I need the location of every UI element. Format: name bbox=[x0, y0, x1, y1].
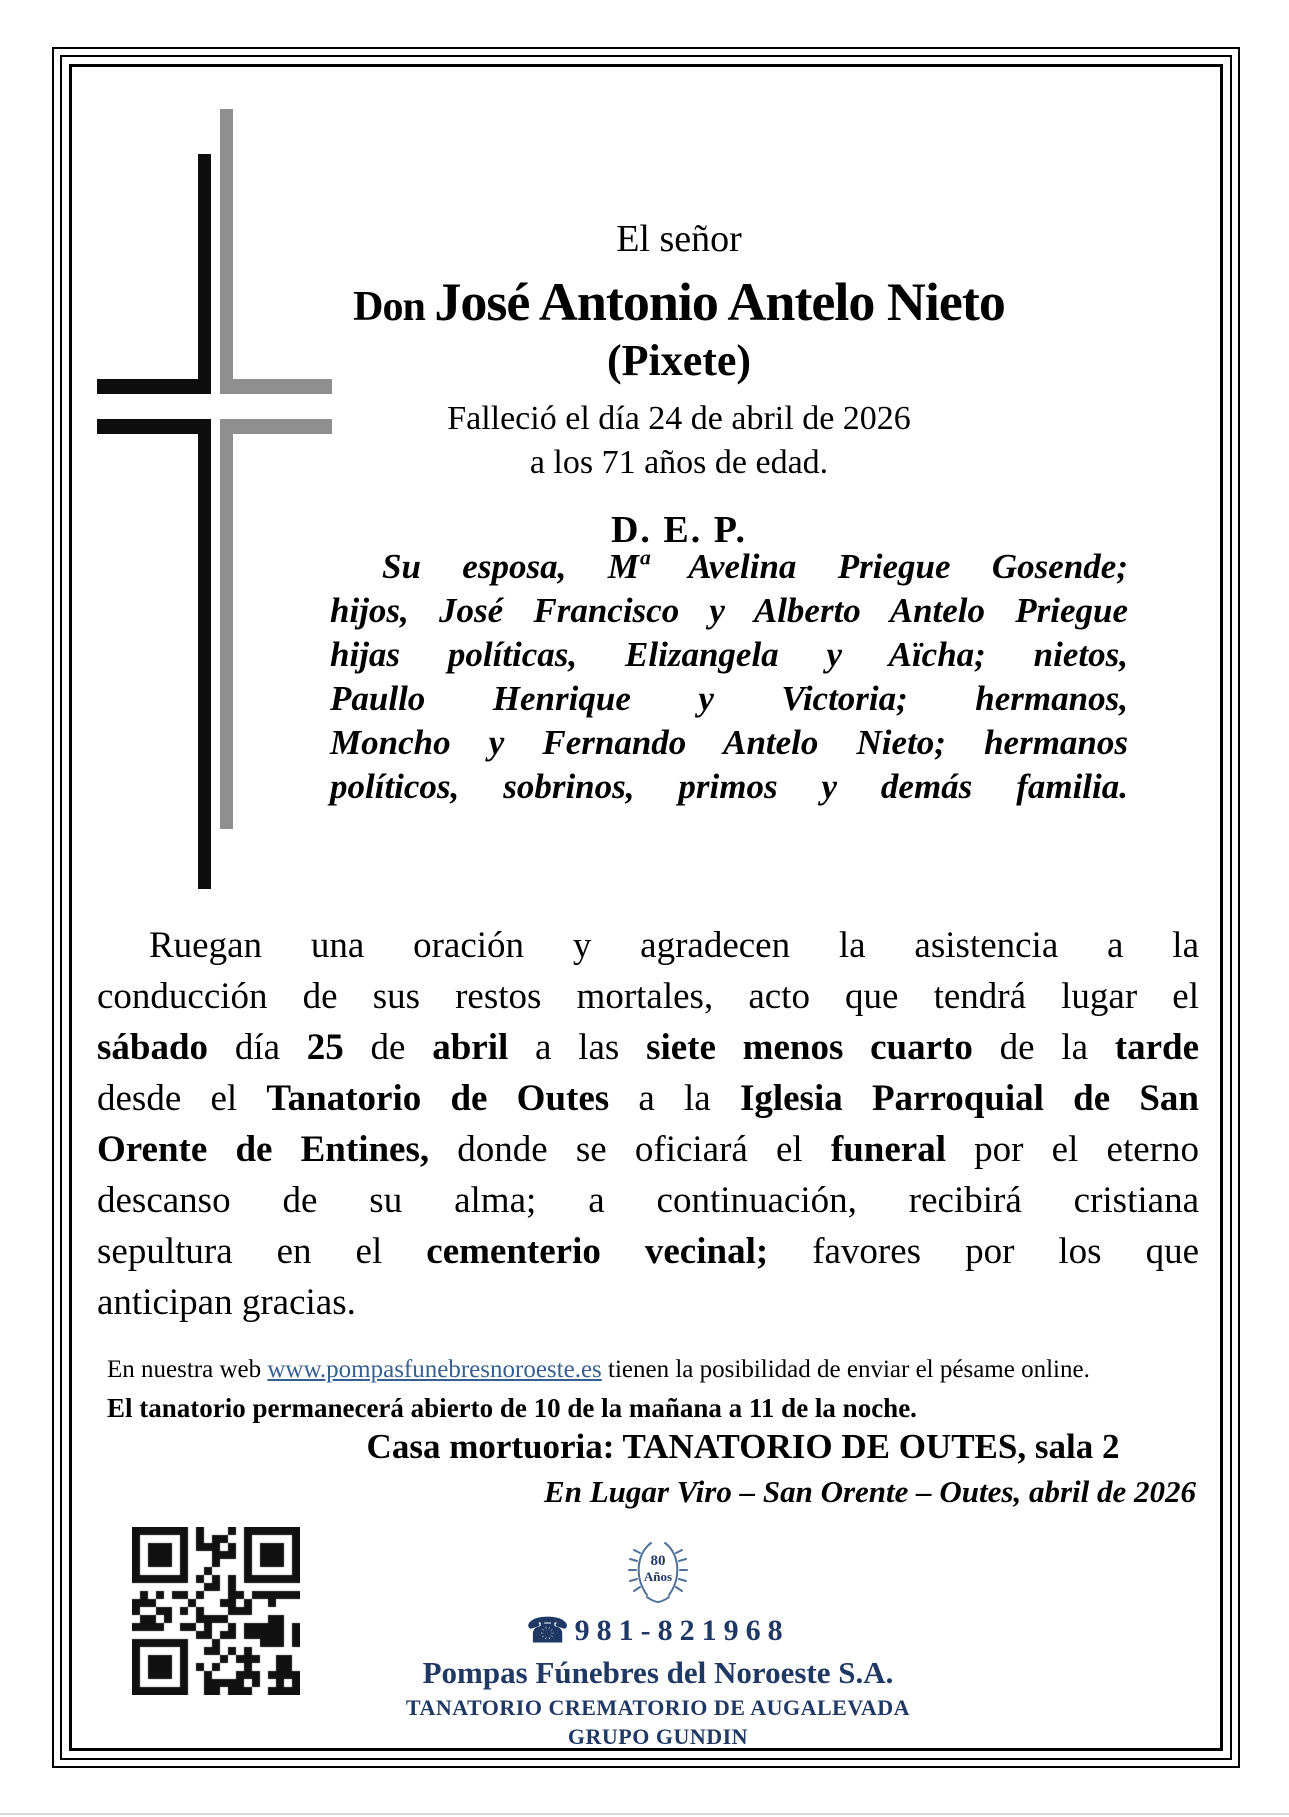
anniversary-laurel-icon bbox=[627, 1539, 689, 1605]
telephone-icon: ☎ bbox=[526, 1613, 569, 1650]
funeral-home-block bbox=[72, 1539, 1244, 1750]
dep-abbreviation: D. E. P. bbox=[610, 509, 747, 551]
opening-hours-line: El tanatorio permanecerá abierto de 10 de la mañana a 11 de la noche. bbox=[107, 1393, 917, 1423]
salutation: El señor bbox=[616, 218, 742, 260]
header-block bbox=[72, 217, 1224, 552]
anniversary-label: Años bbox=[643, 1569, 673, 1584]
outer-frame bbox=[52, 47, 1240, 1768]
deceased-name: José Antonio Antelo Nieto bbox=[434, 272, 1005, 332]
web-line-suffix: tienen la posibilidad de enviar el pésame online. bbox=[601, 1356, 1090, 1383]
title-prefix: Don bbox=[353, 284, 435, 330]
page-bottom-edge bbox=[0, 1813, 1289, 1815]
middle-frame bbox=[60, 55, 1232, 1760]
facility-name: TANATORIO CREMATORIO DE AUGALEVADA bbox=[405, 1695, 911, 1720]
web-line-prefix: En nuestra web bbox=[107, 1356, 268, 1383]
announcement-paragraph: Ruegan una oración y agradecen la asistencia a la conducción de sus restos mortales, acto que tendrá lugar el sábado día 25 de abril a las siete menos cuarto de la tarde desde el Tanatorio de Outes a la Iglesia Parroquial de San Orente de Entines, donde se oficiará el funeral por el eterno descanso de su alma; a continuación, recibirá cristiana sepultura en el cementerio vecinal; favores por los que anticipan gracias. bbox=[97, 925, 1200, 1323]
deceased-name-line bbox=[134, 271, 1224, 333]
web-condolence-line bbox=[107, 1356, 1207, 1384]
mortuary-line: Casa mortuoria: TANATORIO DE OUTES, sala 2 bbox=[366, 1427, 1120, 1466]
company-name: Pompas Fúnebres del Noroeste S.A. bbox=[422, 1655, 894, 1690]
group-name: GRUPO GUNDIN bbox=[567, 1724, 749, 1749]
anniversary-number: 80 bbox=[650, 1553, 666, 1569]
phone-line bbox=[72, 1611, 1244, 1651]
death-date-line: Falleció el día 24 de abril de 2026 bbox=[447, 400, 911, 437]
phone-number: 981-821968 bbox=[574, 1614, 790, 1647]
family-paragraph: Su esposa, Mª Avelina Priegue Gosende; hijos, José Francisco y Alberto Antelo Priegue hijas políticas, Elizangela y Aïcha; nietos, Paullo Henrique y Victoria; hermanos, Moncho y Fernando Antelo Nieto; hermanos políticos, sobrinos, primos y demás familia. bbox=[330, 547, 1128, 806]
age-line: a los 71 años de edad. bbox=[529, 444, 829, 481]
inner-frame bbox=[69, 64, 1223, 1751]
place-date-line: En Lugar Viro – San Orente – Outes, abril de 2026 bbox=[544, 1474, 1196, 1509]
condolence-link[interactable]: www.pompasfunebresnoroeste.es bbox=[267, 1356, 602, 1383]
nickname: (Pixete) bbox=[606, 336, 752, 385]
